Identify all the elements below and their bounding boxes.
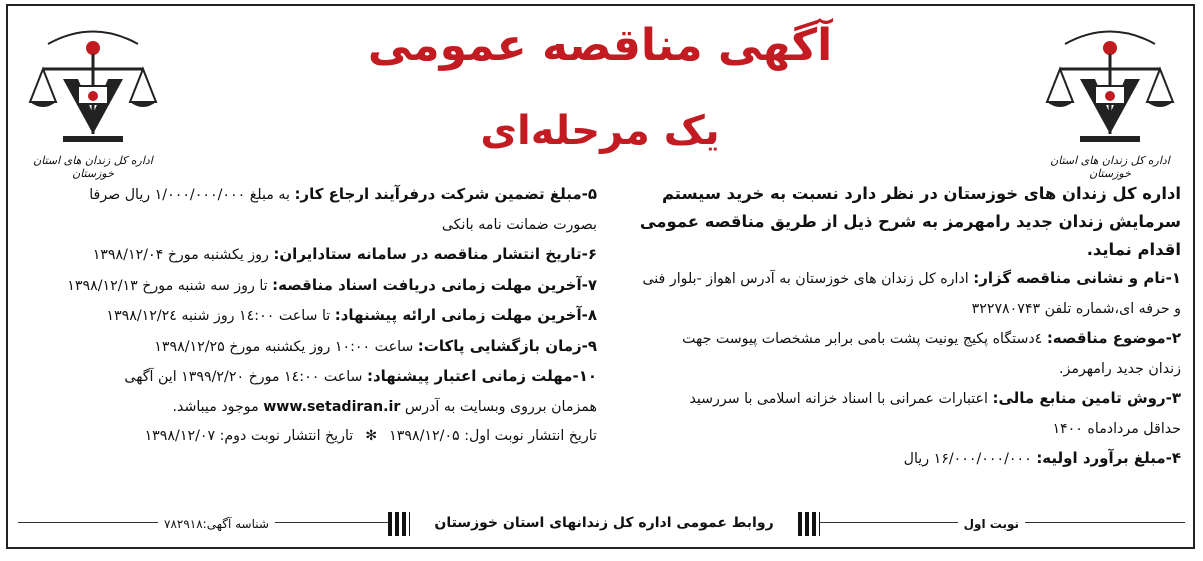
item-7-label: ۷-آخرین مهلت زمانی دریافت اسناد مناقصه: bbox=[272, 275, 597, 294]
item-1-text: اداره کل زندان های خوزستان به آدرس اهواز -بلوار فنی bbox=[642, 271, 969, 287]
item-10 bbox=[22, 362, 597, 393]
item-3-label: ۳-روش تامین منابع مالی: bbox=[992, 389, 1181, 407]
item-6-label: ۶-تاریخ انتشار مناقصه در سامانه ستادایران: bbox=[273, 245, 597, 263]
item-4-text: ۱۶/۰۰۰/۰۰۰/۰۰۰ ریال bbox=[903, 451, 1032, 467]
public-relations-label: روابط عمومی اداره کل زندانهای استان خوزستان bbox=[410, 512, 798, 534]
title-main: آگهی مناقصه عمومی bbox=[367, 20, 833, 71]
emblem-icon bbox=[18, 14, 168, 154]
logo-left bbox=[18, 14, 168, 179]
item-9-text: ساعت ۱۰:۰۰ روز یکشنبه مورخ ۱۳۹۸/۱۲/۲۵ bbox=[154, 338, 414, 355]
star-icon: ✻ bbox=[365, 428, 378, 444]
item-9 bbox=[22, 332, 597, 363]
item-1 bbox=[606, 264, 1181, 295]
item-10-cont-post: موجود میباشد. bbox=[172, 398, 259, 415]
logo-caption: اداره کل زندان های استان خوزستان bbox=[1050, 154, 1170, 180]
website-link[interactable]: www.setadiran.ir bbox=[263, 398, 401, 415]
publish-second: تاریخ انتشار نوبت دوم: ۱۳۹۸/۱۲/۰۷ bbox=[144, 428, 354, 444]
item-5 bbox=[22, 180, 597, 211]
barcode-decoration-left bbox=[388, 512, 410, 536]
ad-id-label: شناسه آگهی:۷۸۲۹۱۸ bbox=[158, 517, 275, 531]
item-7-text: تا روز سه شنبه مورخ ۱۳۹۸/۱۲/۱۳ bbox=[67, 277, 268, 294]
footer bbox=[18, 514, 1185, 536]
item-5-text: به مبلغ ۱/۰۰۰/۰۰۰/۰۰۰ ریال صرفا bbox=[89, 187, 290, 203]
item-2 bbox=[606, 324, 1181, 355]
item-7 bbox=[22, 271, 597, 302]
item-3 bbox=[606, 384, 1181, 415]
item-6-text: روز یکشنبه مورخ ۱۳۹۸/۱۲/۰۴ bbox=[92, 247, 269, 263]
item-8 bbox=[22, 301, 597, 332]
item-4-label: ۴-مبلغ برآورد اولیه: bbox=[1036, 449, 1181, 467]
item-8-text: تا ساعت ۱٤:۰۰ روز شنبه ۱۳۹۸/۱۲/۲٤ bbox=[106, 308, 331, 324]
logo-right bbox=[1035, 14, 1185, 179]
item-2-cont: زندان جدید رامهرمز. bbox=[1059, 360, 1181, 377]
title-sub: یک مرحله‌ای bbox=[480, 108, 720, 154]
item-5-label: ۵-مبلغ تضمین شرکت درفرآیند ارجاع کار: bbox=[294, 185, 597, 203]
emblem-icon bbox=[1035, 14, 1185, 154]
publish-first: تاریخ انتشار نوبت اول: ۱۳۹۸/۱۲/۰۵ bbox=[389, 428, 597, 444]
item-8-label: ۸-آخرین مهلت زمانی ارائه پیشنهاد: bbox=[334, 306, 597, 324]
item-2-label: ۲-موضوع مناقصه: bbox=[1046, 329, 1181, 347]
item-10-label: ۱۰-مهلت زمانی اعتبار پیشنهاد: bbox=[366, 367, 597, 385]
item-1-cont: و حرفه ای،شماره تلفن ۳۲۲۷۸۰۷۴۳ bbox=[971, 300, 1181, 317]
publish-dates bbox=[22, 422, 597, 452]
item-10-text: ساعت ۱٤:۰۰ مورخ ۱۳۹۹/۲/۲۰ این آگهی bbox=[124, 369, 363, 385]
barcode-decoration-right bbox=[798, 512, 820, 536]
item-10-cont bbox=[22, 393, 597, 423]
item-3-text: اعتبارات عمرانی با اسناد خزانه اسلامی با سررسید bbox=[689, 391, 988, 407]
item-3-cont: حداقل مردادماه ۱۴۰۰ bbox=[1052, 420, 1181, 437]
right-column bbox=[606, 180, 1181, 475]
left-column bbox=[22, 180, 597, 452]
logo-caption: اداره کل زندان های استان خوزستان bbox=[33, 154, 153, 180]
item-6 bbox=[22, 240, 597, 271]
item-4 bbox=[606, 444, 1181, 475]
item-2-text: ٤دستگاه پکیج یونیت پشت بامی برابر مشخصات پیوست جهت bbox=[682, 331, 1043, 347]
item-5-cont: بصورت ضمانت نامه بانکی bbox=[441, 216, 597, 233]
item-1-label: ۱-نام و نشانی مناقصه گزار: bbox=[973, 269, 1181, 287]
round-label: نوبت اول bbox=[958, 517, 1025, 531]
intro-text: اداره کل زندان های خوزستان در نظر دارد نسبت به خرید سیستم سرمایش زندان جدید رامهرمز به شرح ذیل از طریق مناقصه عمومی اقدام نماید. bbox=[639, 184, 1181, 259]
item-10-cont-pre: همزمان برروی وبسایت به آدرس bbox=[404, 398, 597, 415]
item-9-label: ۹-زمان بازگشایی پاکات: bbox=[417, 336, 597, 355]
